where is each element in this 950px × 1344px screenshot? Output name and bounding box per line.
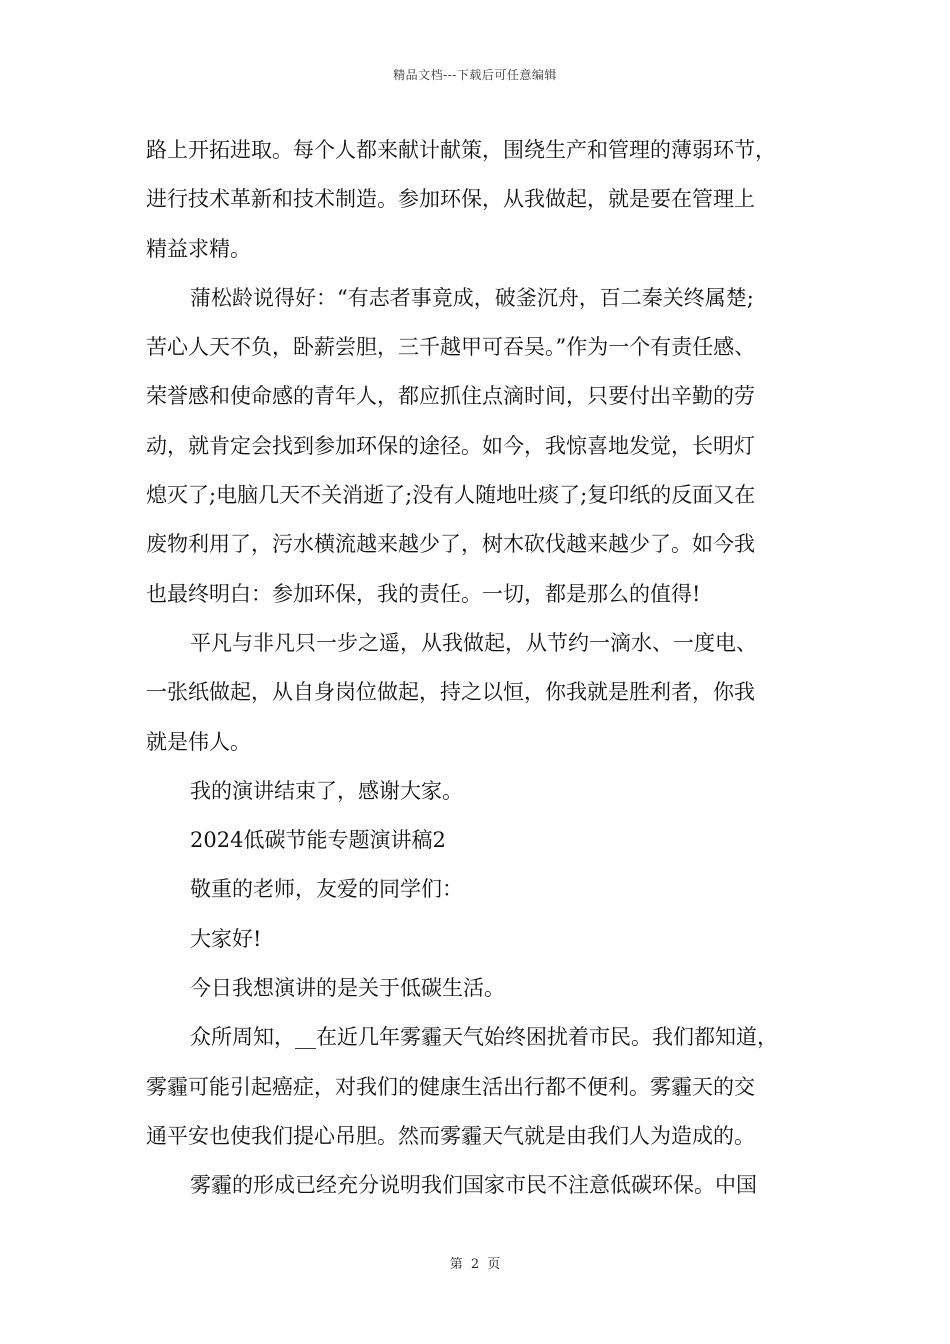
text-line: 平凡与非凡只一步之遥，从我做起，从节约一滴水、一度电、 <box>190 630 757 655</box>
paragraph-smog-formation <box>146 1161 816 1210</box>
paragraph-topic <box>146 964 816 1013</box>
text-line: 今日我想演讲的是关于低碳生活。 <box>190 976 505 1001</box>
text-line: 大家好! <box>190 926 262 951</box>
page-header: 精品文档---下载后可任意编辑 <box>393 68 557 82</box>
text-line: 路上开拓进取。每个人都来献计献策，围绕生产和管理的薄弱环节， <box>146 138 776 162</box>
paragraph-ordinary-extraordinary <box>146 619 816 767</box>
paragraph-smog <box>146 1013 816 1161</box>
paragraph-management <box>146 126 816 274</box>
text-line: 动，就肯定会找到参加环保的途径。如今，我惊喜地发觉，长明灯 <box>146 433 755 458</box>
greeting <box>146 915 816 964</box>
text-line: 众所周知，__在近几年雾霾天气始终困扰着市民。我们都知道， <box>190 1025 778 1050</box>
speech-title <box>146 816 816 865</box>
text-line: 2024低碳节能专题演讲稿2 <box>190 828 446 853</box>
text-line: 雾霾的形成已经充分说明我们国家市民不注意低碳环保。中国 <box>190 1173 757 1198</box>
page-number: 第 2 页 <box>449 1257 501 1272</box>
paragraph-closing <box>146 767 816 816</box>
text-line: 也最终明白：参加环保，我的责任。一切，都是那么的值得! <box>146 581 701 606</box>
text-line: 雾霾可能引起癌症，对我们的健康生活出行都不便利。雾霾天的交 <box>146 1074 755 1099</box>
text-line: 我的演讲结束了，感谢大家。 <box>190 778 463 803</box>
document-body <box>146 126 816 1211</box>
paragraph-pu-songling-quote <box>146 274 816 619</box>
text-line: 通平安也使我们提心吊胆。然而雾霾天气就是由我们人为造成的。 <box>146 1123 755 1148</box>
text-line: 熄灭了;电脑几天不关消逝了;没有人随地吐痰了;复印纸的反面又在 <box>146 483 756 508</box>
text-line: 废物利用了，污水横流越来越少了，树木砍伐越来越少了。如今我 <box>146 532 755 557</box>
text-line: 一张纸做起，从自身岗位做起，持之以恒，你我就是胜利者，你我 <box>146 680 755 705</box>
text-line: 敬重的老师，友爱的同学们： <box>190 877 463 902</box>
text-line: 进行技术革新和技术制造。参加环保，从我做起，就是要在管理上 <box>146 187 755 212</box>
text-line: 蒲松龄说得好：“有志者事竟成，破釜沉舟，百二秦关终属楚; <box>190 285 754 310</box>
text-line: 就是伟人。 <box>146 729 251 754</box>
text-line: 精益求精。 <box>146 236 251 261</box>
salutation <box>146 865 816 914</box>
text-line: 荣誉感和使命感的青年人，都应抓住点滴时间，只要付出辛勤的劳 <box>146 384 755 409</box>
text-line: 苦心人天不负，卧薪尝胆，三千越甲可吞吴。”作为一个有责任感、 <box>146 335 756 360</box>
